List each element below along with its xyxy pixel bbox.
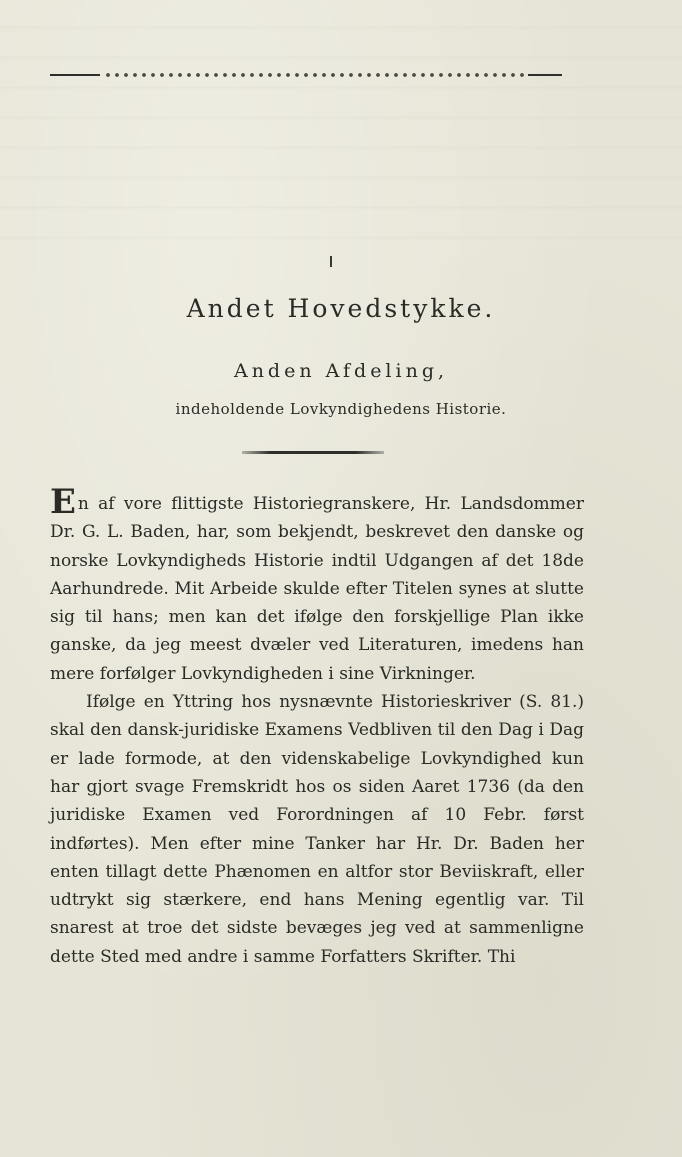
bleed-through-texture xyxy=(0,0,682,260)
printer-mark xyxy=(330,256,332,267)
ornament-dots xyxy=(104,71,524,79)
drop-cap: E xyxy=(50,482,76,522)
section-title: Anden Afdeling, xyxy=(233,360,449,382)
paragraph-2: Ifølge en Yttring hos nysnævnte Historieskriver (S. 81.) skal den dansk-juridiske Examens Vedbliven til den Dag i Dag er lade formode, at den videnskabelige Lovkyndighed kun har gjort svage Fremskridt hos os siden Aaret 1736 (da den juridiske Examen ved Forordningen af 10 Febr. først indførtes). Men efter mine Tanker har Hr. Dr. Baden her enten tillagt dette Phænomen en altfor stor Beviiskraft, eller udtrykt sig stærkere, end hans Mening egentlig var. Til snarest at troe det sidste bevæges jeg ved at sammenligne dette Sted med andre i samme Forfatters Skrifter. Thi xyxy=(50,692,584,967)
ornament-line-right xyxy=(528,74,562,76)
paragraph-1 xyxy=(50,482,584,688)
ornament-line-left xyxy=(50,74,100,76)
section-divider xyxy=(242,451,384,454)
ornamental-rule xyxy=(50,70,562,80)
section-subtitle: indeholdende Lovkyndighedens Historie. xyxy=(175,400,507,418)
paragraph-1-text: n af vore flittigste Historiegranskere, Hr. Landsdommer Dr. G. L. Baden, har, som bekjendt, beskrevet den danske og norske Lovkyndigheds Historie indtil Udgangen af det 18de Aarhundrede. Mit Arbeide skulde efter Titelen synes at slutte sig til hans; men kan det ifølge den forskjellige Plan ikke ganske, da jeg meest dvæler ved Literaturen, imedens han mere forfølger Lovkyndigheden i sine Virkninger. xyxy=(50,494,584,684)
chapter-title: Andet Hovedstykke. xyxy=(186,294,496,323)
body-text xyxy=(50,482,584,971)
